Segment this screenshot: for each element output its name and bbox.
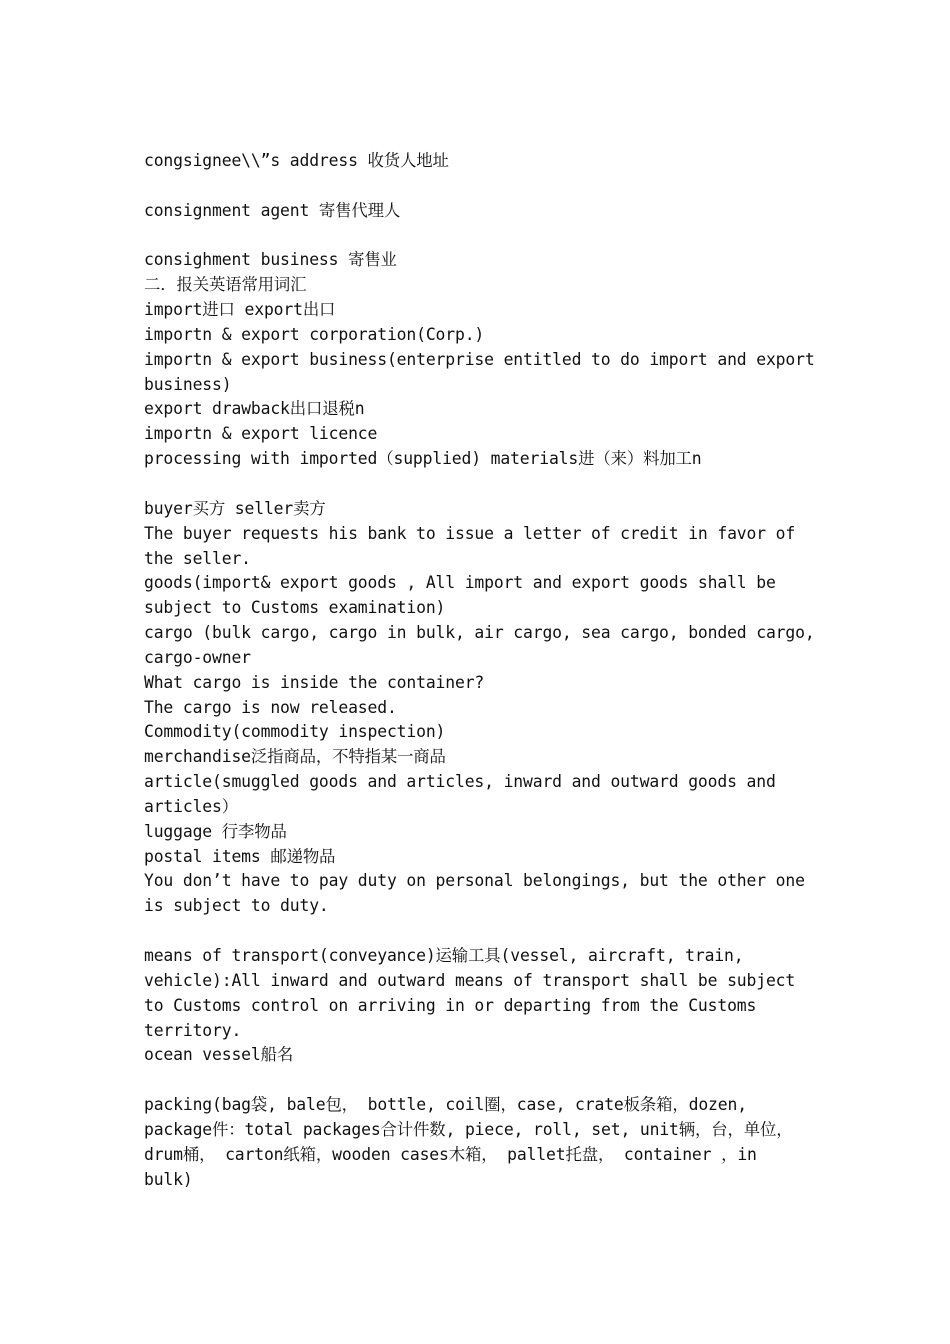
text-line: merchandise泛指商品，不特指某一商品: [144, 747, 446, 767]
text-line: luggage 行李物品: [144, 821, 287, 841]
text-line: cargo (bulk cargo, cargo in bulk, air cargo, sea cargo, bonded cargo,: [144, 623, 815, 643]
text-line: drum桶， carton纸箱，wooden cases木箱， pallet托盘， container ，in: [144, 1144, 757, 1164]
text-line: import进口 export出口: [144, 300, 336, 320]
text-line: importn & export business(enterprise entitled to do import and export: [144, 349, 815, 369]
text-line: What cargo is inside the container?: [144, 672, 485, 692]
text-line: buyer买方 seller卖方: [144, 498, 326, 518]
section-heading: 二．报关英语常用词汇: [144, 275, 307, 295]
blank-line: [144, 1068, 824, 1093]
text-line: to Customs control on arriving in or departing from the Customs: [144, 995, 757, 1015]
text-line: Commodity(commodity inspection): [144, 722, 446, 742]
text-line: consignment agent 寄售代理人: [144, 200, 401, 220]
text-line: cargo-owner: [144, 647, 251, 667]
text-line: importn & export corporation(Corp.): [144, 324, 485, 344]
blank-line: [144, 472, 824, 497]
text-line: importn & export licence: [144, 424, 378, 444]
blank-line: [144, 919, 824, 944]
text-line: means of transport(conveyance)运输工具(vessel, aircraft, train,: [144, 946, 744, 965]
blank-line: [144, 174, 824, 199]
text-line: package件：total packages合计件数, piece, roll, set, unit辆，台，单位，: [144, 1119, 793, 1139]
text-line: article(smuggled goods and articles, inward and outward goods and: [144, 772, 776, 792]
text-line: is subject to duty.: [144, 896, 329, 916]
text-line: You don’t have to pay duty on personal belongings, but the other one: [144, 871, 805, 891]
text-line: packing(bag袋, bale包， bottle, coil圈，case, crate板条箱，dozen,: [144, 1095, 747, 1115]
text-line: business): [144, 374, 232, 394]
text-line: territory.: [144, 1020, 242, 1040]
text-line: vehicle):All inward and outward means of transport shall be subject: [144, 970, 796, 990]
text-line: ocean vessel船名: [144, 1045, 294, 1065]
text-line: The cargo is now released.: [144, 697, 397, 717]
text-line: congsignee\\”s address 收货人地址: [144, 151, 449, 170]
text-line: subject to Customs examination): [144, 598, 446, 618]
text-line: processing with imported（supplied) materials进（来）料加工n: [144, 449, 702, 469]
text-line: The buyer requests his bank to issue a letter of credit in favor of: [144, 523, 796, 543]
text-line: postal items 邮递物品: [144, 846, 336, 866]
text-line: export drawback出口退税n: [144, 399, 365, 419]
text-line: goods(import& export goods , All import and export goods shall be: [144, 573, 776, 593]
text-line: the seller.: [144, 548, 251, 568]
text-line: articles）: [144, 796, 238, 816]
text-line: consighment business 寄售业: [144, 250, 397, 270]
text-line: bulk): [144, 1169, 193, 1189]
blank-line: [144, 224, 824, 249]
document-body: [144, 149, 824, 1192]
